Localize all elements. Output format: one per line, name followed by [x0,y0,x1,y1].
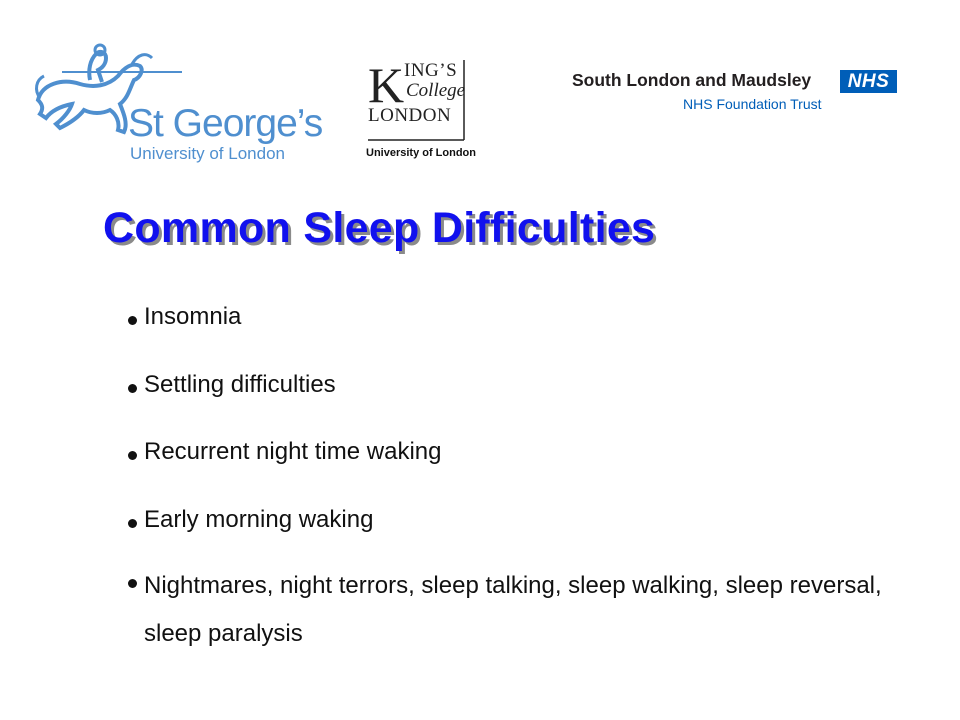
bullet-text: Recurrent night time waking [144,438,442,465]
slam-nhs-logo [572,68,902,118]
bullet-item [128,501,908,538]
kcl-subtitle: University of London [366,147,476,159]
slam-title: South London and Maudsley [572,70,812,90]
bullet-dot-icon [128,519,137,528]
bullet-item [128,366,908,403]
bullet-text: Early morning waking [144,505,374,533]
bullet-dot-icon [128,579,137,588]
kcl-frame-lines [364,52,474,147]
bullet-item [128,433,908,470]
bullet-list [128,298,908,689]
slam-subtitle: NHS Foundation Trust [683,96,822,112]
bullet-dot-icon [128,451,137,460]
bullet-text: Nightmares, night terrors, sleep talking, sleep walking, sleep reversal, sleep paralysis [144,572,882,647]
st-georges-logo [32,40,323,170]
bullet-item [128,298,908,335]
st-georges-subtitle: University of London [130,144,285,163]
kcl-ings: ING’S [404,60,458,81]
bullet-dot-icon [128,316,137,325]
bullet-text: Settling difficulties [144,370,336,398]
nhs-badge: NHS [840,70,897,93]
st-georges-name: St George’s [128,102,323,145]
bullet-item [128,562,908,658]
kcl-college: College [406,80,466,101]
kings-college-logo [364,52,474,164]
bullet-dot-icon [128,384,137,393]
kcl-london: LONDON [368,105,452,126]
kcl-letter-k: K [368,57,405,113]
bullet-text: Insomnia [144,303,242,330]
slide-title: Common Sleep Difficulties [103,204,656,252]
